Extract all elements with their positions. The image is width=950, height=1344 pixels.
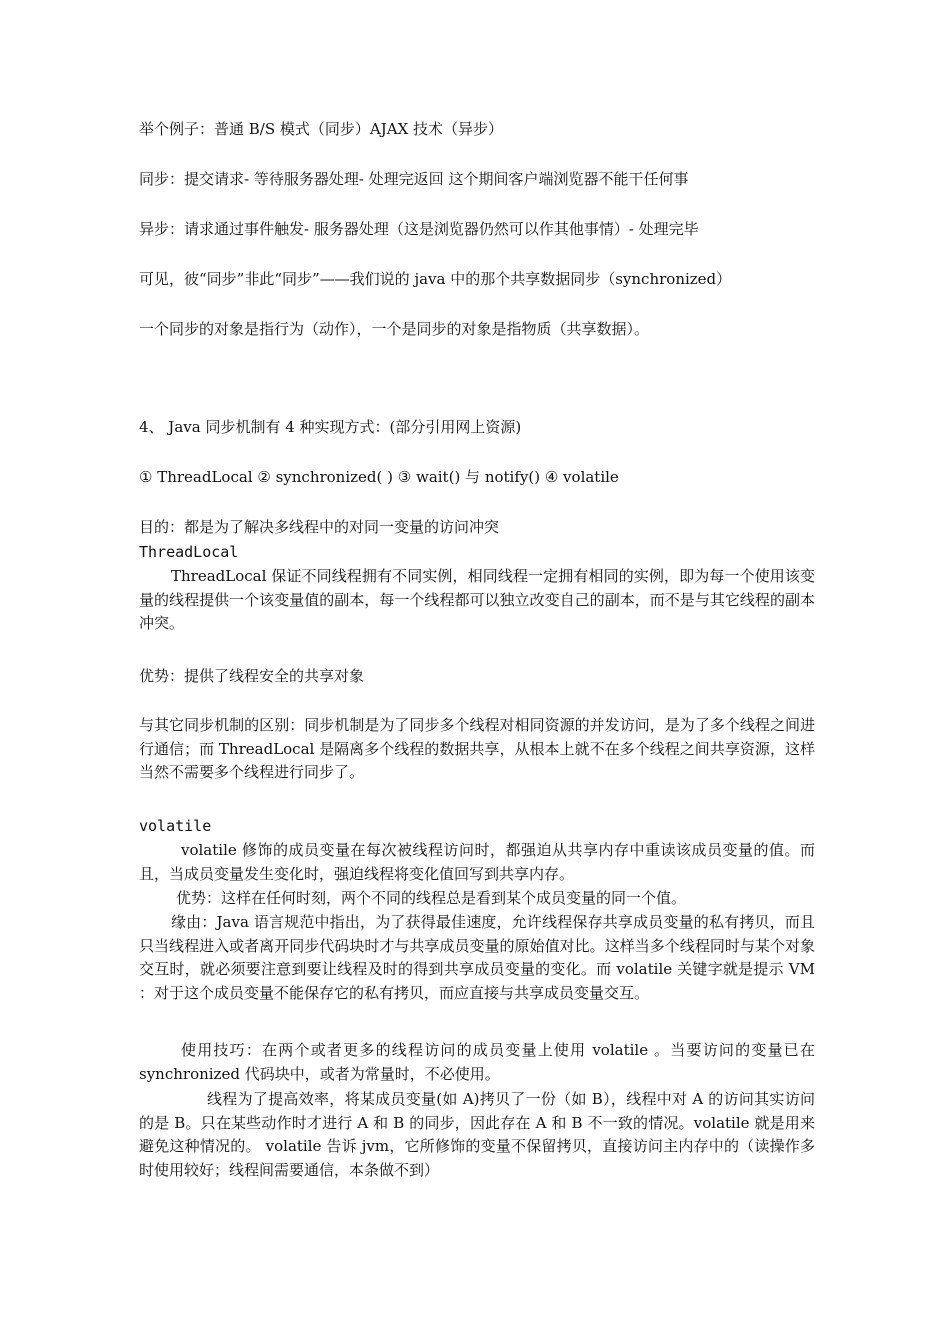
volatile-detail: 线程为了提高效率，将某成员变量(如 A)拷贝了一份（如 B），线程中对 A 的访问其实访问的是 B。只在某些动作时才进行 A 和 B 的同步，因此存在 A 和 B 不一致的情况。volatile 就是用来避免这种情况的。 volatile 告诉 jvm，它所修饰的变量不保留拷贝，直接访问主内存中的（读操作多时使用较好；线程间需要通信，本条做不到） <box>139 1090 815 1179</box>
difference-paragraph: 与其它同步机制的区别：同步机制是为了同步多个线程对相同资源的并发访问，是为了多个线程之间进行通信；而 ThreadLocal 是隔离多个线程的数据共享，从根本上就不在多个线程之间共享资源，这样当然不需要多个线程进行同步了。 <box>139 716 815 781</box>
volatile-advantage: 优势：这样在任何时刻，两个不同的线程总是看到某个成员变量的同一个值。 <box>176 889 687 907</box>
purpose-line: 目的：都是为了解决多线程中的对同一变量的访问冲突 <box>139 518 500 536</box>
volatile-description: volatile 修饰的成员变量在每次被线程访问时，都强迫从共享内存中重读该成员变量的值。而且，当成员变量发生变化时，强迫线程将变化值回写到共享内存。 <box>139 841 815 883</box>
async-line: 异步：请求通过事件触发- 服务器处理（这是浏览器仍然可以作其他事情）- 处理完毕 <box>139 220 699 238</box>
section-4-heading: 4、 Java 同步机制有 4 种实现方式：(部分引用网上资源) <box>139 418 522 436</box>
volatile-title: volatile <box>139 817 212 835</box>
volatile-reason: 缘由：Java 语言规范中指出，为了获得最佳速度，允许线程保存共享成员变量的私有拷贝，而且只当线程进入或者离开同步代码块时才与共享成员变量的原始值对比。这样当多个线程同时与某个对象交互时，就必须要注意到要让线程及时的得到共享成员变量的变化。而 volatile 关键字就是提示 VM ：对于这个成员变量不能保存它的私有拷贝，而应直接与共享成员变量交互。 <box>139 913 815 1002</box>
visible-line: 可见，彼“同步”非此“同步”——我们说的 java 中的那个共享数据同步（synchronized） <box>139 270 732 288</box>
threadlocal-description: ThreadLocal 保证不同线程拥有不同实例，相同线程一定拥有相同的实例，即为每一个使用该变量的线程提供一个该变量值的副本，每一个线程都可以独立改变自己的副本，而不是与其它线程的副本冲突。 <box>139 567 815 632</box>
threadlocal-title: ThreadLocal <box>139 543 239 561</box>
object-line: 一个同步的对象是指行为（动作），一个是同步的对象是指物质（共享数据）。 <box>139 320 650 338</box>
methods-line: ① ThreadLocal ② synchronized( ) ③ wait() 与 notify() ④ volatile <box>139 468 619 486</box>
volatile-usage-tip: 使用技巧：在两个或者更多的线程访问的成员变量上使用 volatile 。当要访问的变量已在 synchronized 代码块中，或者为常量时，不必使用。 <box>139 1041 815 1083</box>
advantage-line: 优势：提供了线程安全的共享对象 <box>139 667 365 685</box>
example-line: 举个例子：普通 B/S 模式（同步）AJAX 技术（异步） <box>139 120 504 138</box>
sync-line: 同步：提交请求- 等待服务器处理- 处理完返回 这个期间客户端浏览器不能干任何事 <box>139 170 689 188</box>
